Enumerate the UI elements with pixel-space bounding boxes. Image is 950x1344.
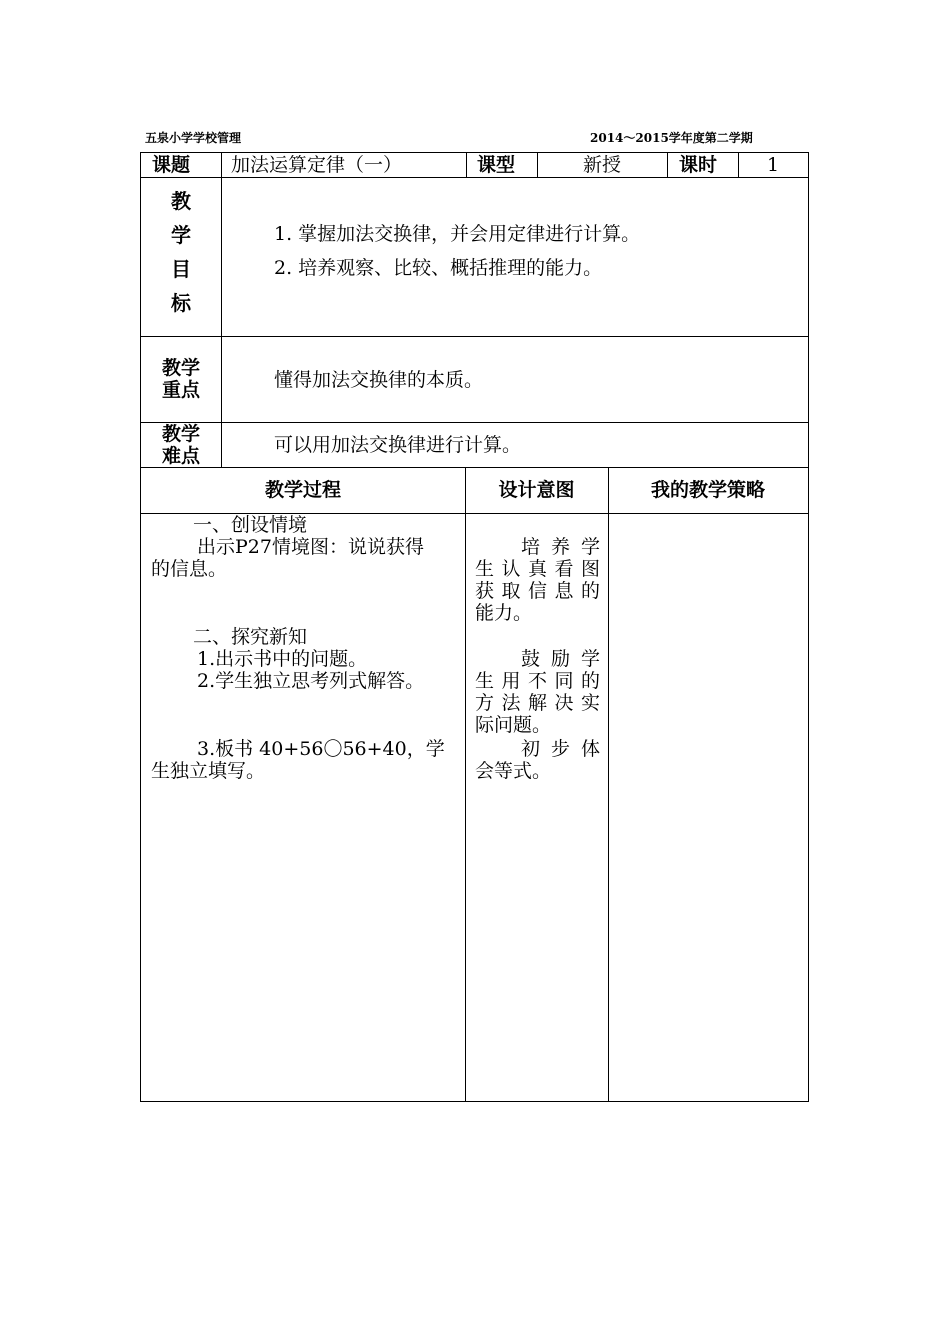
school-header: 五泉小学学校管理 (145, 131, 242, 145)
goal-item: 2. 培养观察、比较、概括推理的能力。 (274, 257, 603, 279)
process-s2-item: 生独立填写。 (151, 760, 266, 782)
intent-line: 鼓励学 (521, 648, 600, 670)
intent-header: 设计意图 (498, 479, 575, 501)
difficulty-label (141, 423, 221, 467)
key-label-line: 教学 (161, 357, 200, 379)
intent-line: 会等式。 (475, 760, 552, 782)
goals-label-char: 标 (171, 291, 191, 315)
intent-line: 生用不同的 (475, 670, 600, 692)
col-divider (465, 467, 466, 1101)
process-s2-item: 1.出示书中的问题。 (197, 648, 368, 670)
goals-label-char: 目 (171, 257, 191, 281)
intent-line: 能力。 (475, 602, 533, 624)
difficulty-label-line: 难点 (161, 445, 200, 467)
intent-line: 际问题。 (475, 714, 552, 736)
period-value: 1 (766, 154, 780, 176)
difficulty-text: 可以用加法交换律进行计算。 (274, 434, 522, 456)
period-label: 课时 (678, 154, 717, 176)
col-divider (221, 177, 222, 467)
difficulty-label-line: 教学 (161, 423, 200, 445)
process-s2-item: 2.学生独立思考列式解答。 (197, 670, 425, 692)
intent-line: 方法解决实 (475, 692, 600, 714)
term-header: 2014～2015学年度第二学期 (590, 131, 753, 145)
key-label (141, 357, 221, 401)
intent-line: 培养学 (521, 536, 600, 558)
topic-label: 课题 (151, 154, 190, 176)
process-s1-title: 一、创设情境 (193, 514, 308, 536)
process-s1-line: 出示P27情境图：说说获得 (197, 536, 424, 558)
row-divider (141, 422, 808, 423)
process-s2-title: 二、探究新知 (193, 626, 308, 648)
process-header: 教学过程 (264, 479, 341, 501)
type-value: 新授 (582, 154, 621, 176)
key-text: 懂得加法交换律的本质。 (274, 369, 484, 391)
col-divider (221, 153, 222, 177)
process-s2-item: 3.板书 40+56〇56+40，学 (197, 738, 445, 760)
goals-label-char: 学 (171, 223, 191, 247)
row-divider (141, 177, 808, 178)
key-label-line: 重点 (161, 379, 200, 401)
goals-label-char: 教 (171, 189, 191, 213)
intent-line: 生认真看图 (475, 558, 600, 580)
intent-line: 初步体 (521, 738, 600, 760)
goal-item: 1. 掌握加法交换律，并会用定律进行计算。 (274, 223, 641, 245)
intent-line: 获取信息的 (475, 580, 600, 602)
type-label: 课型 (476, 154, 515, 176)
goals-label (161, 184, 201, 320)
lesson-plan-table (140, 152, 809, 1102)
row-divider (141, 467, 808, 468)
process-s1-line: 的信息。 (151, 558, 228, 580)
col-divider (608, 467, 609, 1101)
strategy-header: 我的教学策略 (650, 479, 765, 501)
topic-value: 加法运算定律（一） (231, 154, 403, 176)
row-divider (141, 336, 808, 337)
